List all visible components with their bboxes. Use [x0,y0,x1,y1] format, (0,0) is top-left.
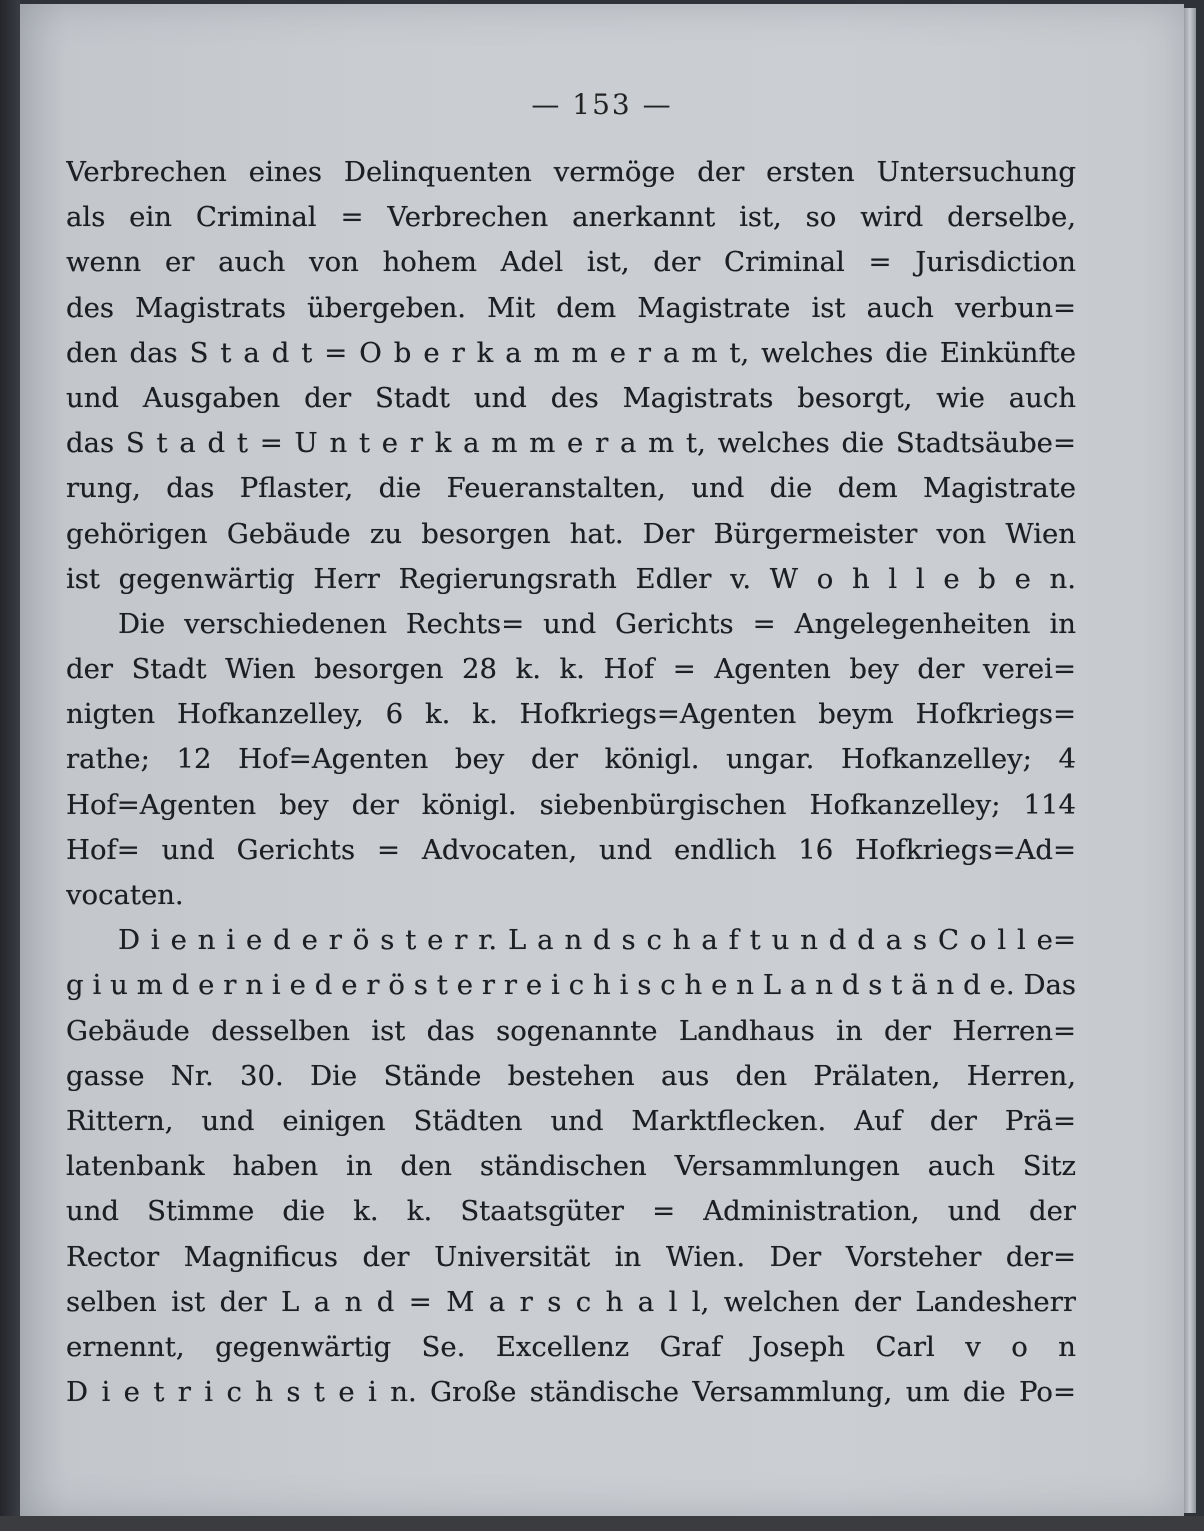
text-line: Rector Magnificus der Universität in Wien. Der Vorsteher der= [66,1240,1076,1273]
text-line: der Stadt Wien besorgen 28 k. k. Hof = Agenten bey der verei= [66,653,1076,686]
text-line: als ein Criminal = Verbrechen anerkannt ist, so wird derselbe, [66,201,1076,234]
text-line: und Stimme die k. k. Staatsgüter = Administration, und der [66,1195,1076,1228]
page-number: — 153 — [531,88,673,121]
text-line: Hof= und Gerichts = Advocaten, und endlich 16 Hofkriegs=Ad= [66,833,1076,866]
page-body-text [66,150,1076,1415]
text-line: das S t a d t = U n t e r k a m m e r a m t, welches die Stadtsäube= [66,427,1076,460]
text-line: gasse Nr. 30. Die Stände bestehen aus den Prälaten, Herren, [66,1059,1076,1092]
text-line: vocaten. [66,879,184,911]
text-line: den das S t a d t = O b e r k a m m e r a m t, welches die Einkünfte [66,336,1076,369]
text-line: latenbank haben in den ständischen Versammlungen auch Sitz [66,1150,1076,1183]
text-line: Die verschiedenen Rechts= und Gerichts = Angelegenheiten in [118,607,1076,640]
book-spine [0,0,20,1531]
text-line: Gebäude desselben ist das sogenannte Landhaus in der Herren= [66,1014,1076,1047]
text-line: g i u m d e r n i e d e r ö s t e r r e i c h i s c h e n L a n d s t ä n d e. Das [66,969,1076,1002]
text-line: nigten Hofkanzelley, 6 k. k. Hofkriegs=Agenten beym Hofkriegs= [66,698,1076,731]
text-line: D i e n i e d e r ö s t e r r. L a n d s c h a f t u n d d a s C o l l e= [118,924,1076,957]
text-line: ist gegenwärtig Herr Regierungsrath Edler v. W o h l l e b e n. [66,562,1076,595]
page-sheet [20,4,1184,1516]
text-line: rathe; 12 Hof=Agenten bey der königl. ungar. Hofkanzelley; 4 [66,743,1076,776]
page-edge [1184,8,1196,1513]
text-line: ernennt, gegenwärtig Se. Excellenz Graf Joseph Carl v o n [66,1330,1076,1363]
text-line: rung, das Pflaster, die Feueranstalten, und die dem Magistrate [66,472,1076,505]
bottom-shadow [0,1516,1204,1531]
text-line: Verbrechen eines Delinquenten vermöge der ersten Untersuchung [66,156,1076,188]
text-line: D i e t r i c h s t e i n. Große ständische Versammlung, um die Po= [66,1376,1076,1409]
text-line: selben ist der L a n d = M a r s c h a l l, welchen der Landesherr [66,1285,1076,1318]
text-line: Rittern, und einigen Städten und Marktflecken. Auf der Prä= [66,1104,1076,1137]
text-line: des Magistrats übergeben. Mit dem Magistrate ist auch verbun= [66,291,1076,324]
text-line: wenn er auch von hohem Adel ist, der Criminal = Jurisdiction [66,246,1076,279]
text-line: und Ausgaben der Stadt und des Magistrats besorgt, wie auch [66,381,1076,414]
text-line: Hof=Agenten bey der königl. siebenbürgischen Hofkanzelley; 114 [66,788,1076,821]
text-line: gehörigen Gebäude zu besorgen hat. Der Bürgermeister von Wien [66,517,1076,550]
